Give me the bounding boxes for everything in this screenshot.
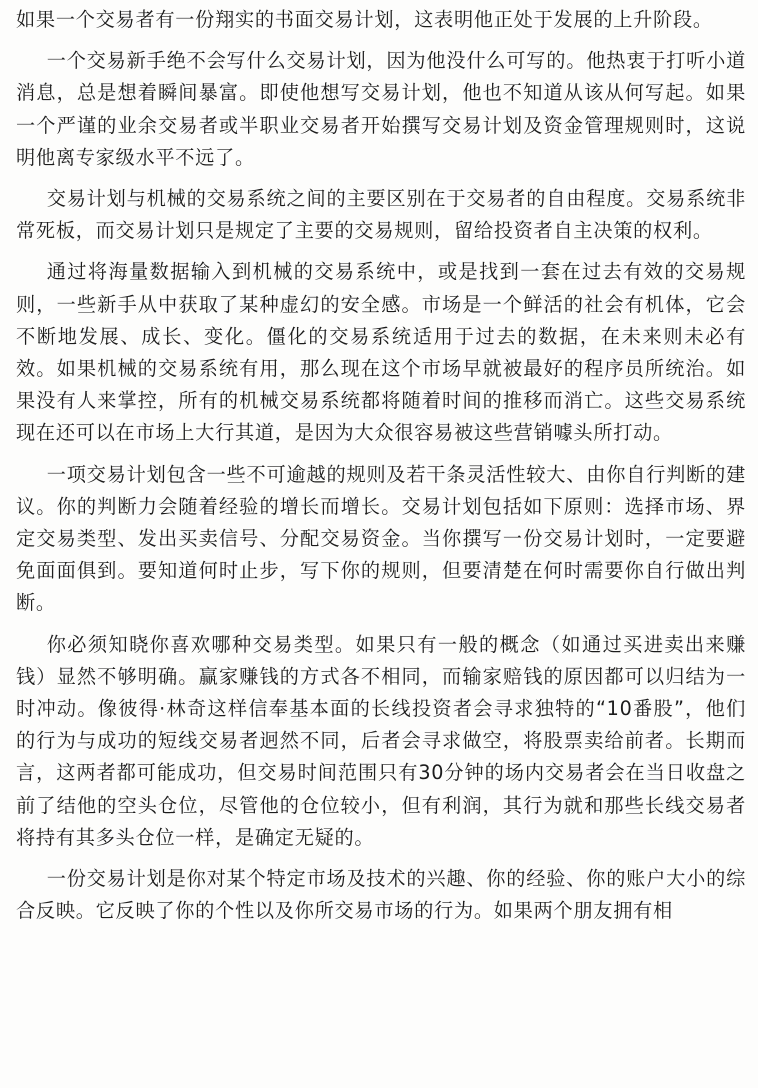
- paragraph-6: 你必须知晓你喜欢哪种交易类型。如果只有一般的概念（如通过买进卖出来赚钱）显然不够明确。赢家赚钱的方式各不相同，而输家赔钱的原因都可以归结为一时冲动。像彼得·林奇这样信奉基本面的长线投资者会寻求独特的“10番股”，他们的行为与成功的短线交易者迥然不同，后者会寻求做空，将股票卖给前者。长期而言，这两者都可能成功，但交易时间范围只有30分钟的场内交易者会在当日收盘之前了结他的空头仓位，尽管他的仓位较小，但有利润，其行为就和那些长线交易者将持有其多头仓位一样，是确定无疑的。: [16, 632, 746, 849]
- paragraph-2: 一个交易新手绝不会写什么交易计划，因为他没什么可写的。他热衷于打听小道消息，总是想着瞬间暴富。即使他想写交易计划，他也不知道从该从何写起。如果一个严谨的业余交易者或半职业交易者开始撰写交易计划及资金管理规则时，这说明他离专家级水平不远了。: [16, 49, 746, 169]
- paragraph-5: 一项交易计划包含一些不可逾越的规则及若干条灵活性较大、由你自行判断的建议。你的判断力会随着经验的增长而增长。交易计划包括如下原则：选择市场、界定交易类型、发出买卖信号、分配交易资金。当你撰写一份交易计划时，一定要避免面面俱到。要知道何时止步，写下你的规则，但要清楚在何时需要你自行做出判断。: [16, 462, 746, 615]
- paragraph-4: 通过将海量数据输入到机械的交易系统中，或是找到一套在过去有效的交易规则，一些新手从中获取了某种虚幻的安全感。市场是一个鲜活的社会有机体，它会不断地发展、成长、变化。僵化的交易系统适用于过去的数据，在未来则未必有效。如果机械的交易系统有用，那么现在这个市场早就被最好的程序员所统治。如果没有人来掌控，所有的机械交易系统都将随着时间的推移而消亡。这些交易系统现在还可以在市场上大行其道，是因为大众很容易被这些营销噱头所打动。: [16, 260, 746, 445]
- document-body: [16, 4, 746, 936]
- paragraph-7: 一份交易计划是你对某个特定市场及技术的兴趣、你的经验、你的账户大小的综合反映。它反映了你的个性以及你所交易市场的行为。如果两个朋友拥有相: [16, 867, 746, 923]
- paragraph-3: 交易计划与机械的交易系统之间的主要区别在于交易者的自由程度。交易系统非常死板，而交易计划只是规定了主要的交易规则，留给投资者自主决策的权利。: [16, 187, 746, 243]
- paragraph-1: 如果一个交易者有一份翔实的书面交易计划，这表明他正处于发展的上升阶段。: [16, 8, 713, 31]
